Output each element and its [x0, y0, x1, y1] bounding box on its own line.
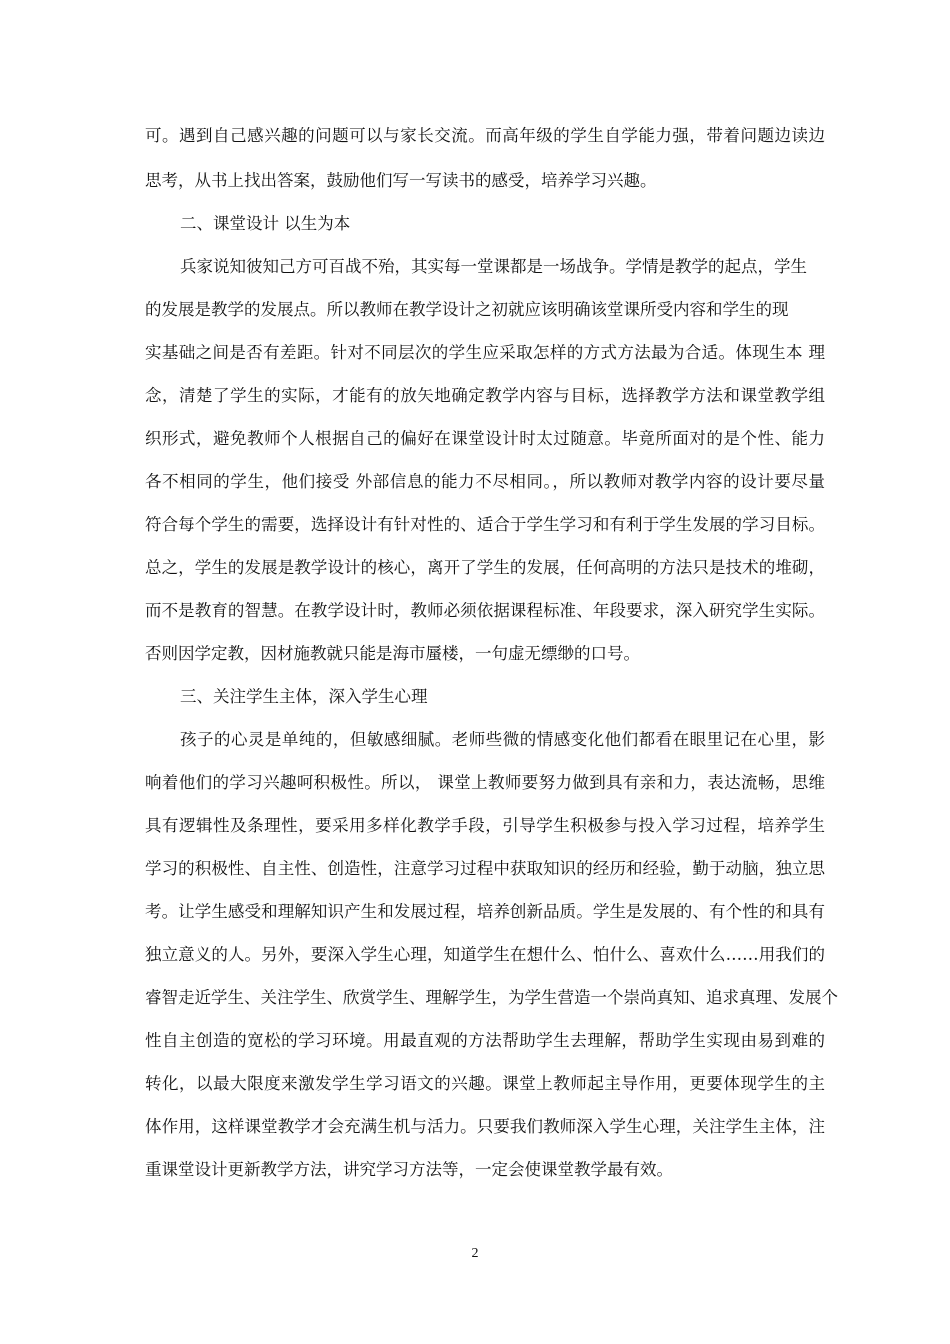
text-line: 重课堂设计更新教学方法，讲究学习方法等，一定会使课堂教学最有效。 — [145, 1160, 673, 1179]
section-heading: 二、课堂设计 以生为本 — [180, 214, 351, 233]
text-line: 独立意义的人。另外，要深入学生心理，知道学生在想什么、怕什么、喜欢什么……用我们的 — [145, 945, 825, 964]
section-heading: 三、关注学生主体，深入学生心理 — [180, 687, 428, 706]
text-line: 符合每个学生的需要，选择设计有针对性的、适合于学生学习和有利于学生发展的学习目标。 — [145, 515, 825, 534]
text-line: 总之，学生的发展是教学设计的核心，离开了学生的发展，任何高明的方法只是技术的堆砌， — [145, 558, 825, 577]
text-line: 学习的积极性、自主性、创造性，注意学习过程中获取知识的经历和经验，勤于动脑，独立思 — [145, 859, 825, 878]
text-line: 实基础之间是否有差距。针对不同层次的学生应采取怎样的方式方法最为合适。体现生本 理 — [145, 343, 825, 362]
text-line: 思考，从书上找出答案，鼓励他们写一写读书的感受，培养学习兴趣。 — [145, 171, 657, 190]
text-line: 睿智走近学生、关注学生、欣赏学生、理解学生，为学生营造一个崇尚真知、追求真理、发展个 — [145, 988, 838, 1007]
text-line: 织形式，避免教师个人根据自己的偏好在课堂设计时太过随意。毕竟所面对的是个性、能力 — [145, 429, 825, 448]
text-line: 念，清楚了学生的实际，才能有的放矢地确定教学内容与目标，选择教学方法和课堂教学组 — [145, 386, 825, 405]
page-number: 2 — [471, 1246, 479, 1261]
text-line: 孩子的心灵是单纯的，但敏感细腻。老师些微的情感变化他们都看在眼里记在心里，影 — [180, 730, 825, 749]
text-line: 转化，以最大限度来激发学生学习语文的兴趣。课堂上教师起主导作用，更要体现学生的主 — [145, 1074, 825, 1093]
text-line: 各不相同的学生，他们接受 外部信息的能力不尽相同。，所以教师对教学内容的设计要尽量 — [145, 472, 825, 491]
text-line: 可。遇到自己感兴趣的问题可以与家长交流。而高年级的学生自学能力强，带着问题边读边 — [145, 126, 825, 145]
text-line: 的发展是教学的发展点。所以教师在教学设计之初就应该明确该堂课所受内容和学生的现 — [145, 300, 789, 319]
text-line: 考。让学生感受和理解知识产生和发展过程，培养创新品质。学生是发展的、有个性的和具有 — [145, 902, 825, 921]
text-line: 否则因学定教，因材施教就只能是海市蜃楼，一句虚无缥缈的口号。 — [145, 644, 640, 663]
text-line: 而不是教育的智慧。在教学设计时，教师必须依据课程标准、年段要求，深入研究学生实际。 — [145, 601, 825, 620]
text-line: 性自主创造的宽松的学习环境。用最直观的方法帮助学生去理解，帮助学生实现由易到难的 — [145, 1031, 825, 1050]
text-line: 兵家说知彼知己方可百战不殆，其实每一堂课都是一场战争。学情是教学的起点，学生 — [180, 257, 807, 276]
text-line: 响着他们的学习兴趣呵积极性。所以， 课堂上教师要努力做到具有亲和力，表达流畅，思维 — [145, 773, 825, 792]
text-line: 体作用，这样课堂教学才会充满生机与活力。只要我们教师深入学生心理，关注学生主体，注 — [145, 1117, 825, 1136]
text-line: 具有逻辑性及条理性，要采用多样化教学手段，引导学生积极参与投入学习过程，培养学生 — [145, 816, 825, 835]
